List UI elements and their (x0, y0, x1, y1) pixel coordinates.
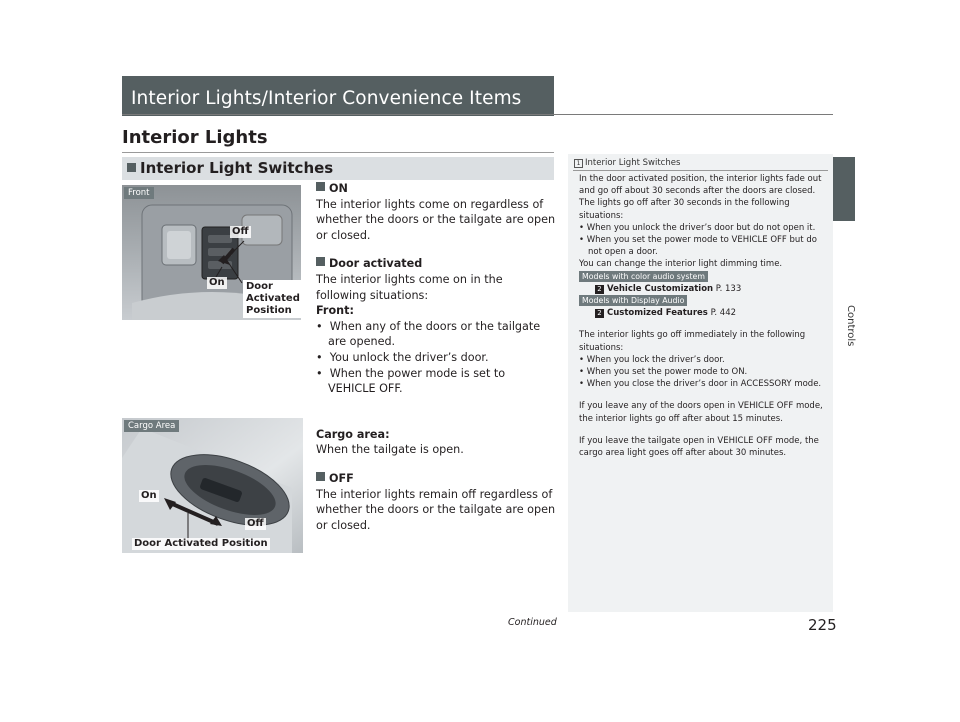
sidebar-bullet-text: When you set the power mode to VEHICLE OFF but do not open a door. (586, 235, 817, 258)
section-rule (122, 152, 554, 153)
model-badge: Models with Display Audio (579, 295, 687, 306)
subsection-title (127, 159, 333, 177)
badge-row (579, 271, 827, 283)
side-tab (833, 157, 855, 221)
badge-row (579, 295, 827, 307)
continued-label: Continued (508, 617, 557, 628)
sidebar-paragraph: In the door activated position, the interior lights fade out and go off about 30 seconds after the doors are closed. (579, 174, 822, 197)
square-bullet-icon (316, 182, 325, 191)
header-rule (122, 114, 833, 115)
sidebar-bullet-text: When you set the power mode to ON. (586, 367, 748, 378)
off-heading (316, 471, 556, 487)
front-bullet: • When the power mode is set to VEHICLE OFF. (316, 366, 506, 396)
sidebar-bullet: • When you close the driver’s door in ACCESSORY mode. (579, 379, 822, 390)
callout-door-line-3: Position (246, 305, 292, 316)
callout-door-line-2: Activated (246, 293, 300, 304)
side-tab-label: Controls (845, 305, 856, 347)
square-bullet-icon (316, 472, 325, 481)
ref-title: Vehicle Customization (607, 283, 714, 294)
body-text (316, 181, 556, 533)
square-bullet-icon (316, 257, 325, 266)
door-heading-text: Door activated (329, 257, 423, 271)
front-bullet-text: When the power mode is set to VEHICLE OFF. (328, 366, 506, 396)
sidebar-paragraph: If you leave any of the doors open in VEHICLE OFF mode, the interior lights go off after about 15 minutes. (579, 401, 823, 424)
sidebar-bullet-text: When you unlock the driver’s door but do not open it. (586, 222, 816, 233)
reference-arrow-icon: 2 (595, 285, 604, 294)
sidebar-paragraph: If you leave the tailgate open in VEHICLE OFF mode, the cargo area light goes off after about 30 minutes. (579, 435, 819, 459)
square-bullet-icon (127, 163, 136, 172)
front-bullet: • You unlock the driver’s door. (316, 350, 489, 364)
off-description: The interior lights remain off regardless of whether the doors or the tailgate are open or closed. (316, 487, 556, 532)
front-bullet-text: When any of the doors or the tailgate are opened. (328, 319, 541, 349)
ref-page: P. 442 (710, 308, 737, 319)
front-photo-label: Front (124, 187, 154, 199)
chapter-title: Interior Lights/Interior Convenience Items (131, 88, 522, 109)
page-number: 225 (808, 616, 837, 634)
note-icon: 1 (574, 159, 583, 168)
subsection-title-text: Interior Light Switches (140, 159, 334, 177)
section-title: Interior Lights (122, 127, 268, 148)
sidebar-bullet-text: When you close the driver’s door in ACCESSORY mode. (586, 379, 822, 390)
door-activated-description: The interior lights come on in the following situations: (316, 272, 503, 302)
cargo-callout-on: On (141, 490, 157, 501)
sidebar-paragraph: The interior lights go off immediately in the following situations: (579, 330, 806, 353)
reference-arrow-icon: 2 (595, 309, 604, 318)
front-callout-door-position (243, 280, 303, 318)
front-callout-on: On (209, 277, 225, 288)
on-description: The interior lights come on regardless of whether the doors or the tailgate are open or closed. (316, 197, 556, 242)
cross-reference-link[interactable] (579, 307, 827, 319)
ref-title: Customized Features (607, 308, 708, 319)
door-activated-heading (316, 256, 556, 272)
front-bullet-text: You unlock the driver’s door. (329, 350, 489, 364)
sidebar-title (574, 158, 680, 168)
cargo-label: Cargo area: (316, 427, 390, 441)
sidebar-bullet-text: When you lock the driver’s door. (586, 354, 725, 365)
cargo-callout-off: Off (247, 518, 264, 529)
on-heading (316, 181, 556, 197)
cross-reference-link[interactable] (579, 283, 827, 295)
sidebar-paragraph: The lights go off after 30 seconds in the following situations: (579, 198, 790, 221)
front-label: Front: (316, 304, 354, 318)
cargo-description: When the tailgate is open. (316, 443, 464, 457)
cargo-light-illustration (122, 418, 303, 553)
cargo-callout-door-position: Door Activated Position (134, 538, 268, 549)
sidebar-bullet: • When you set the power mode to ON. (579, 367, 748, 378)
on-heading-text: ON (329, 182, 348, 195)
sidebar-rule (573, 170, 828, 171)
off-heading-text: OFF (329, 471, 354, 485)
sidebar-bullet: • When you set the power mode to VEHICLE OFF but do not open a door. (579, 235, 817, 258)
front-callout-off: Off (232, 226, 249, 237)
sidebar-bullet: • When you lock the driver’s door. (579, 354, 725, 365)
sidebar-text (579, 173, 827, 459)
sidebar-title-text: Interior Light Switches (585, 158, 681, 168)
ref-page: P. 133 (715, 283, 742, 294)
model-badge: Models with color audio system (579, 271, 708, 282)
sidebar-paragraph: You can change the interior light dimming time. (579, 259, 783, 270)
callout-door-line-1: Door (246, 281, 273, 292)
front-bullet: • When any of the doors or the tailgate are opened. (316, 319, 541, 349)
sidebar-bullet: • When you unlock the driver’s door but do not open it. (579, 222, 816, 233)
cargo-light-photo (122, 418, 303, 553)
cargo-photo-label: Cargo Area (124, 420, 179, 432)
